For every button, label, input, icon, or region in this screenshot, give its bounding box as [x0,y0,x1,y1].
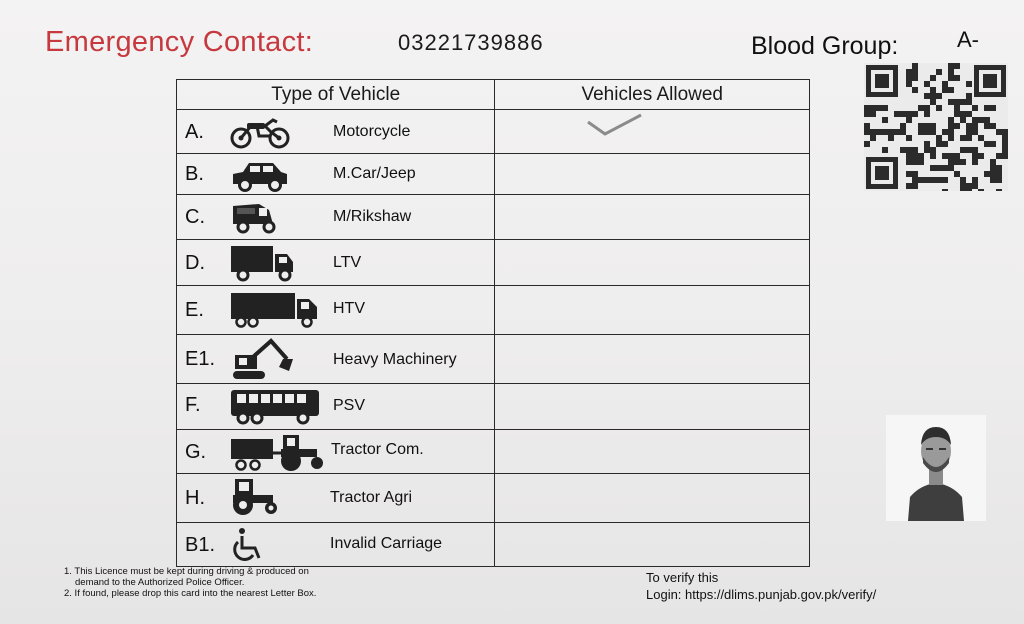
bus-icon [229,387,323,425]
table-row [177,430,810,474]
vehicle-code: H. [185,487,205,509]
vehicle-code: D. [185,252,205,274]
vehicle-code: A. [185,121,204,143]
vehicle-name: HTV [333,300,365,317]
vehicle-code: B1. [185,534,216,556]
table-row [177,384,810,430]
note-1-cont: demand to the Authorized Police Officer. [75,577,245,588]
emergency-contact-number: 03221739886 [398,30,544,55]
portrait-image [886,415,986,521]
tractor-icon [229,477,279,517]
vehicle-name: M/Rikshaw [333,208,412,225]
table-row [177,286,810,335]
rickshaw-icon [229,200,291,234]
notes [64,566,316,599]
vehicle-table [176,79,810,567]
vehicle-name: Heavy Machinery [333,351,457,368]
vehicles-allowed-header: Vehicles Allowed [495,80,810,110]
table-row [177,523,810,567]
vehicle-code: F. [185,394,201,416]
vehicle-name: Motorcycle [333,123,411,140]
vehicle-code: E. [185,299,204,321]
table-row [177,474,810,523]
vehicle-code: G. [185,441,207,463]
verify-block [646,569,876,603]
emergency-contact-label: Emergency Contact: [45,26,314,58]
ltv-truck-icon [229,244,299,282]
excavator-icon [229,337,295,381]
qr-code [864,63,1008,191]
table-row [177,335,810,384]
vehicle-code: E1. [185,348,216,370]
vehicle-code: B. [185,163,204,185]
car-icon [229,158,291,192]
htv-truck-icon [229,291,321,329]
vehicle-name: Tractor Agri [330,489,413,506]
type-of-vehicle-header: Type of Vehicle [177,80,495,110]
tractor-trailer-icon [229,431,327,473]
vehicle-name: Tractor Com. [331,441,424,458]
vehicle-name: PSV [333,397,366,414]
vehicle-name: LTV [333,254,362,271]
note-1: 1. This Licence must be kept during driving & produced on [64,566,309,577]
table-row [177,240,810,286]
holder-photo [886,415,986,521]
vehicle-name: M.Car/Jeep [333,165,416,182]
wheelchair-icon [229,527,265,563]
vehicle-name: Invalid Carriage [330,535,443,552]
verify-line-1: To verify this [646,570,719,585]
note-2: 2. If found, please drop this card into the nearest Letter Box. [64,588,317,599]
table-row [177,110,810,154]
motorcycle-icon [229,114,291,150]
vehicle-code: C. [185,206,205,228]
checkmark-icon [585,112,645,138]
blood-group-value: A- [957,27,979,52]
blood-group-label: Blood Group: [751,32,899,60]
table-row [177,195,810,240]
verify-url: Login: https://dlims.punjab.gov.pk/verify/ [646,587,877,602]
table-row [177,154,810,195]
